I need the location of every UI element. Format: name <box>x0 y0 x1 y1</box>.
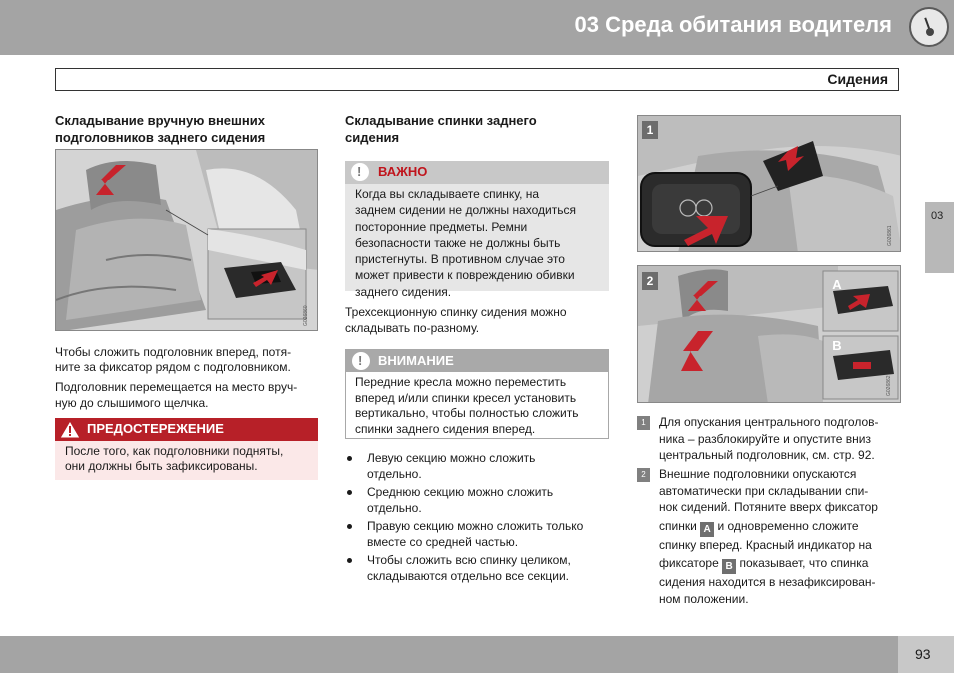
attention-header <box>346 350 608 372</box>
reference-line: Внешние подголовники опускаются <box>659 467 857 481</box>
figure-label-b: B <box>832 338 842 353</box>
warning-title: ПРЕДОСТЕРЕЖЕНИЕ <box>87 421 224 436</box>
bullet-line: отдельно. <box>367 466 422 481</box>
col2-para-line2: складывать по-разному. <box>345 321 480 335</box>
outer-headrest-figure <box>637 265 901 403</box>
bullet-dot <box>347 490 352 495</box>
bullet-dot <box>347 558 352 563</box>
reference-line: автоматически при складывании спи- <box>659 483 869 498</box>
important-title: ВАЖНО <box>378 164 428 179</box>
chapter-title: 03 Среда обитания водителя <box>574 12 892 37</box>
bullet-line: отдельно. <box>367 500 422 515</box>
chip-a: A <box>700 522 714 537</box>
warning-header <box>55 418 318 441</box>
side-tab-label: 03 <box>931 210 944 222</box>
bullet-line: вместе со средней частью. <box>367 534 519 549</box>
exclamation-icon <box>352 352 370 370</box>
figure-label-1: 1 <box>642 121 658 139</box>
reference-line: спинку вперед. Красный индикатор на <box>659 537 872 552</box>
important-line: безопасности также не должны быть <box>355 235 561 250</box>
bullet-text <box>367 485 609 516</box>
col1-para1-line1: Чтобы сложить подголовник вперед, потя- <box>55 345 292 359</box>
col1-para1-line2: ните за фиксатор рядом с подголовником. <box>55 360 291 374</box>
page-number: 93 <box>915 646 931 662</box>
bullet-text <box>367 553 609 584</box>
outer-headrest-illustration <box>638 266 901 403</box>
reference-text-part: фиксаторе <box>659 556 719 571</box>
warning-line: они должны быть зафиксированы. <box>65 459 258 473</box>
attention-line: спинки заднего сидения вперед. <box>355 421 536 436</box>
exclamation-icon <box>351 163 369 181</box>
important-line: пристегнуты. В противном случае это <box>355 252 565 267</box>
reference-line <box>659 555 901 574</box>
reference-line: Для опускания центрального подголов- <box>659 415 879 429</box>
attention-title: ВНИМАНИЕ <box>378 353 454 368</box>
page-footer <box>0 636 954 673</box>
gauge-hub <box>926 28 934 36</box>
col1-heading-line2: подголовников заднего сидения <box>55 130 266 145</box>
reference-text-part: спинки <box>659 518 697 533</box>
reference-number: 1 <box>637 416 650 430</box>
figure-code: G026860 <box>303 305 309 326</box>
col2-para-line1: Трехсекционную спинку сидения можно <box>345 305 567 319</box>
attention-text <box>355 375 603 437</box>
important-line: заднем сидении не должны находиться <box>355 203 576 218</box>
bullet-line: Левую секцию можно сложить <box>367 451 536 465</box>
warning-text <box>65 444 313 474</box>
section-title-bar <box>55 68 899 91</box>
important-text <box>355 186 603 300</box>
important-line: может привести к повреждению обивки <box>355 268 575 283</box>
reference-number: 2 <box>637 468 650 482</box>
reference-text-part: показывает, что спинка <box>739 556 869 571</box>
figure-label-a: A <box>832 277 842 292</box>
col1-para2-line1: Подголовник перемещается на место вруч- <box>55 380 298 394</box>
reference-line: сидения находится в незафиксирован- <box>659 575 876 590</box>
important-line: заднего сидения. <box>355 284 452 299</box>
center-headrest-figure <box>637 115 901 252</box>
important-box <box>345 161 609 299</box>
chapter-side-tab[interactable] <box>925 202 954 273</box>
warning-line: После того, как подголовники подняты, <box>65 444 284 458</box>
bullet-text <box>367 519 609 550</box>
reference-text <box>659 466 901 608</box>
attention-line: вперед и/или спинки кресел установить <box>355 390 577 405</box>
attention-line: Передние кресла можно переместить <box>355 375 567 389</box>
section-title: Сидения <box>827 71 888 87</box>
col1-para2-line2: ную до слышимого щелчка. <box>55 396 209 410</box>
headrest-figure <box>55 149 318 331</box>
reference-line: ном положении. <box>659 591 749 606</box>
figure-code: G026861 <box>887 225 893 246</box>
col2-heading-line2: сидения <box>345 130 400 145</box>
bullet-line: Правую секцию можно сложить только <box>367 519 584 533</box>
bullet-dot <box>347 524 352 529</box>
attention-line: вертикально, чтобы полностью сложить <box>355 406 579 420</box>
page-header <box>0 0 954 55</box>
col1-heading-line1: Складывание вручную внешних <box>55 113 265 128</box>
page-number-box <box>898 636 954 673</box>
reference-text-part: и одновременно сложите <box>717 518 859 533</box>
attention-box <box>345 349 609 439</box>
reference-text <box>659 414 901 464</box>
reference-line: центральный подголовник, см. стр. 92. <box>659 448 875 463</box>
col2-heading-line1: Складывание спинки заднего <box>345 113 537 128</box>
reference-line <box>659 518 901 537</box>
bullet-line: складываются отдельно все секции. <box>367 568 569 583</box>
important-line: Когда вы складываете спинку, на <box>355 187 540 201</box>
figure-label-2: 2 <box>642 272 658 290</box>
bullet-dot <box>347 456 352 461</box>
important-header <box>345 161 609 184</box>
gauge-icon <box>909 7 949 47</box>
chip-b: B <box>722 559 736 574</box>
bullet-line: Чтобы сложить всю спинку целиком, <box>367 553 571 567</box>
bullet-line: Среднюю секцию можно сложить <box>367 485 554 499</box>
warning-triangle-icon <box>59 420 81 439</box>
figure-code: G026862 <box>886 375 892 396</box>
bullet-text <box>367 451 609 482</box>
reference-line: нок сидений. Потяните вверх фиксатор <box>659 500 878 515</box>
warning-box <box>55 418 318 480</box>
reference-line: ника – разблокируйте и опустите вниз <box>659 431 871 446</box>
headrest-illustration <box>56 150 318 331</box>
center-headrest-illustration <box>638 116 901 252</box>
important-line: посторонние предметы. Ремни <box>355 219 528 234</box>
